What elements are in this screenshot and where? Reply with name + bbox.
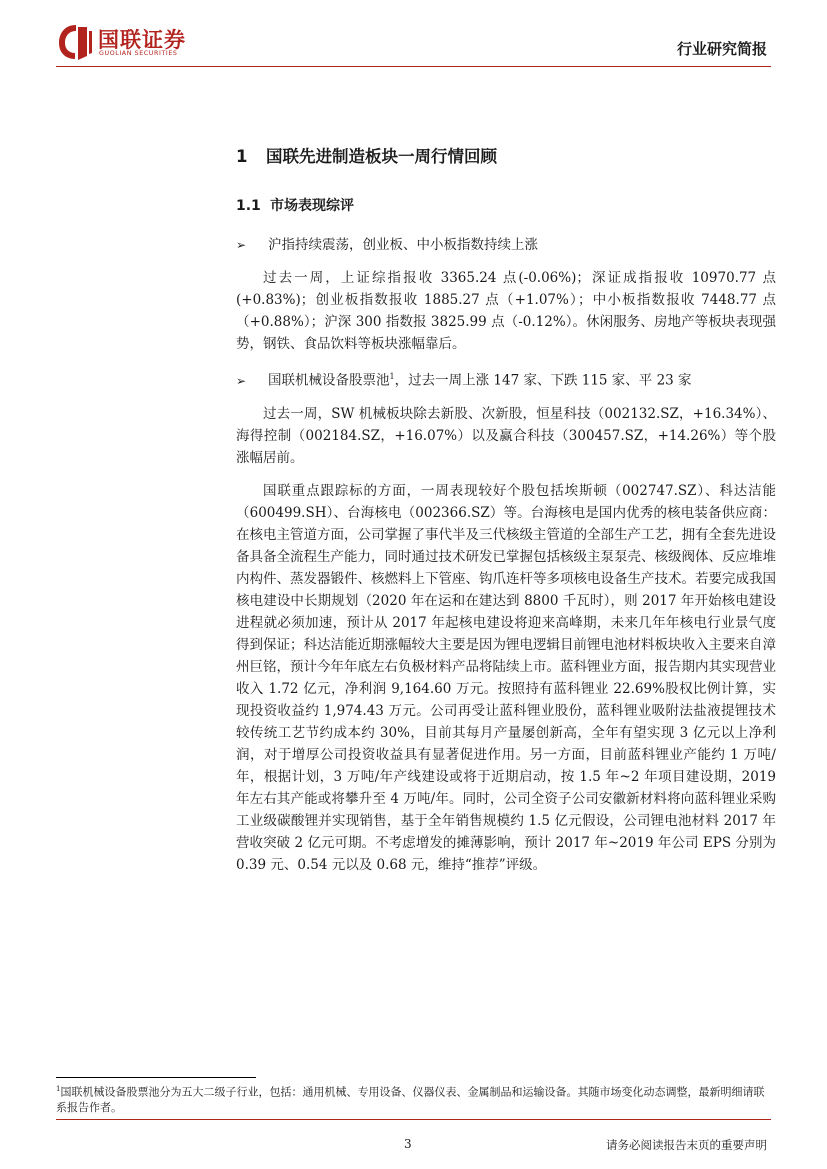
- bullet-arrow-icon: ➢: [236, 238, 247, 252]
- footnote-text: 国联机械设备股票池分为五大二级子行业，包括：通用机械、专用设备、仪器仪表、金属制品和运输设备。其随市场变化动态调整，最新明细请联系报告作者。: [56, 1085, 765, 1114]
- report-type: 行业研究简报: [676, 40, 767, 58]
- footnote-marker: 1: [56, 1085, 61, 1093]
- paragraph-index-summary: 过去一周，上证综指报收 3365.24 点(-0.06%)；深证成指报收 10970.77 点(+0.83%)；创业板指数报收 1885.27 点（+1.07%）；中小板指数报收 7448.77 点（+0.88%）；沪深 300 指数报 3825.99 点（-0.12%）。休闲服务、房地产等板块表现强势，钢铁、食品饮料等板块涨幅靠后。: [236, 270, 776, 352]
- header-divider: [56, 66, 771, 67]
- paragraph-top-gainers: 过去一周，SW 机械板块除去新股、次新股，恒星科技（002132.SZ，+16.34%）、海得控制（002184.SZ，+16.07%）以及赢合科技（300457.SZ，+14.26%）等个股涨幅居前。: [236, 405, 776, 466]
- footnote-divider: [56, 1077, 256, 1078]
- guolian-logo-icon: [56, 22, 94, 62]
- company-logo: [56, 22, 216, 62]
- footnote-reference: 1: [389, 372, 395, 381]
- bullet-arrow-icon: ➢: [236, 373, 247, 388]
- bullet-text-tail: ，过去一周上涨 147 家、下跌 115 家、平 23 家: [394, 372, 692, 389]
- footer-disclaimer: 请务必阅读报告末页的重要声明: [606, 1138, 767, 1152]
- bullet-text: 沪指持续震荡，创业板、中小板指数持续上涨: [268, 237, 538, 253]
- footer-divider: [56, 1119, 771, 1120]
- section-heading: [236, 143, 776, 167]
- bullet-text: 国联机械设备股票池: [268, 372, 390, 389]
- subsection-number: 1.1: [236, 198, 261, 214]
- section-number: 1: [236, 147, 248, 166]
- subsection-heading: [236, 195, 776, 215]
- paragraph-key-stocks: 国联重点跟踪标的方面，一周表现较好个股包括埃斯顿（002747.SZ）、科达洁能（600499.SH）、台海核电（002366.SZ）等。台海核电是国内优秀的核电装备供应商：在核电主管道方面，公司掌握了事代半及三代核级主管道的全部生产工艺，拥有全套先进设备具备全流程生产能力，同时通过技术研发已掌握包括核级主泵泵壳、核级阀体、反应堆堆内构件、蒸发器锻件、核燃料上下管座、钩爪连杆等多项核电设备生产技术。若要完成我国核电建设中长期规划（2020 年在运和在建达到 8800 千瓦时），则 2017 年开始核电建设进程就必须加速，预计从 2017 年起核电建设将迎来高峰期，未来几年年核电行业景气度得到保证；科达洁能近期涨幅较大主要是因为锂电逻辑目前锂电池材料板块收入主要来自漳州巨铭，预计今年年底左右负极材料产品将陆续上市。蓝科锂业方面，报告期内其实现营业收入 1.72 亿元，净利润 9,164.60 万元。按照持有蓝科锂业 22.69%股权比例计算，实现投资收益约 1,974.43 万元。公司再受让蓝科锂业股份，蓝科锂业吸附法盐液提锂技术较传统工艺节约成本约 30%，目前其每月产量屡创新高，全年有望实现 3 亿元以上净利润，对于增厚公司投资收益具有显著促进作用。另一方面，目前蓝科锂业产能约 1 万吨/年，根据计划，3 万吨/年产线建设或将于近期启动，按 1.5 年~2 年项目建设期，2019 年左右其产能或将攀升至 4 万吨/年。同时，公司全资子公司安徽新材料将向蓝科锂业采购工业级碳酸锂并实现销售，基于全年销售规模约 1.5 亿元假设，公司锂电池材料 2017 年营收突破 2 亿元可期。不考虑增发的摊薄影响，预计 2017 年~2019 年公司 EPS 分别为 0.39 元、0.54 元以及 0.68 元，维持“推荐”评级。: [236, 482, 776, 873]
- main-content: [236, 143, 776, 887]
- bullet-stock-pool: [236, 366, 776, 392]
- section-title: 国联先进制造板块一周行情回顾: [266, 147, 497, 166]
- footnote: [56, 1082, 771, 1115]
- subsection-title: 市场表现综评: [270, 198, 354, 214]
- page-number: 3: [404, 1137, 412, 1151]
- logo-english-text: GUOLIAN SECURITIES: [99, 50, 178, 57]
- logo-chinese-text: 国联证券: [98, 28, 186, 52]
- bullet-market-trend: [236, 234, 776, 256]
